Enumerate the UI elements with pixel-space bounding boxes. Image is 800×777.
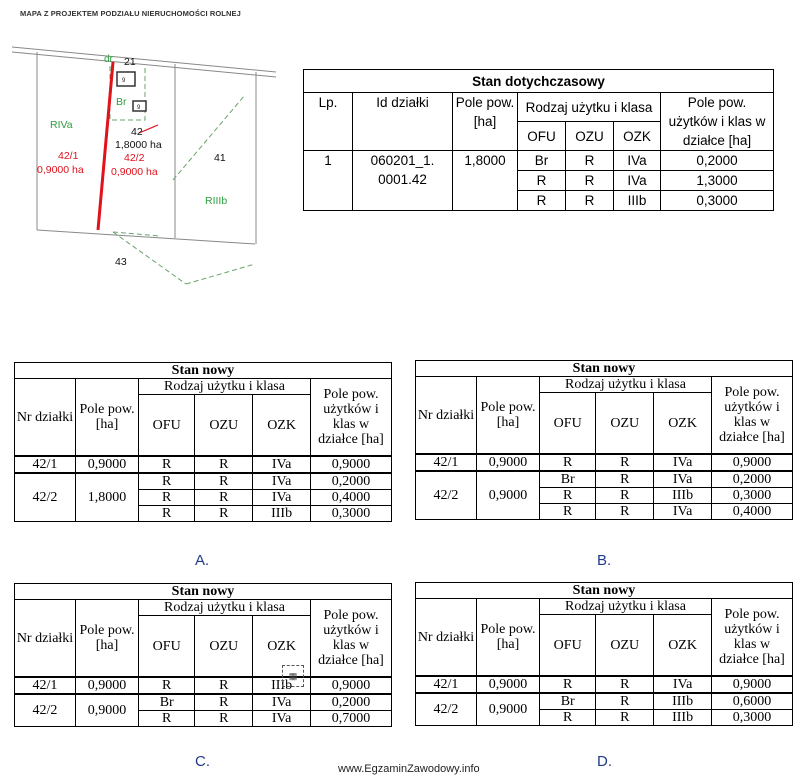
- existing-state-table: [303, 69, 774, 211]
- use-ozk: IVa: [614, 171, 661, 191]
- parcel-area: 0,9000: [477, 693, 540, 726]
- option-c-table: [14, 583, 392, 727]
- table-caption: Stan nowy: [416, 361, 793, 377]
- use-area: 0,9000: [311, 677, 392, 694]
- use-ozk: IVa: [253, 711, 311, 727]
- header-ofu: OFU: [540, 393, 596, 455]
- use-ozk: IVa: [253, 456, 311, 473]
- use-ozu: R: [596, 471, 654, 488]
- use-ofu: R: [540, 488, 596, 504]
- header-ozk: OZK: [614, 122, 661, 151]
- use-ozu: R: [195, 456, 253, 473]
- use-ozk: IVa: [654, 504, 712, 520]
- use-ozu: R: [195, 473, 253, 490]
- use-area: 0,3000: [712, 710, 793, 726]
- option-b-table: [415, 360, 793, 520]
- header-lp: Lp.: [304, 93, 353, 151]
- use-area: 0,9000: [712, 454, 793, 471]
- header-nr: Nr działki: [416, 599, 477, 677]
- parcel-nr: 42/2: [15, 473, 76, 522]
- header-ofu: OFU: [139, 395, 195, 457]
- parcel-nr: 42/1: [15, 677, 76, 694]
- use-area: 0,9000: [311, 456, 392, 473]
- table-row: [15, 694, 392, 711]
- use-ozk: IVa: [253, 490, 311, 506]
- use-ozk: IIIb: [253, 677, 311, 694]
- use-ofu: R: [139, 711, 195, 727]
- table-row: [416, 676, 793, 693]
- table-row: [416, 693, 793, 710]
- footer-watermark: www.EgzaminZawodowy.info: [338, 763, 480, 775]
- label-br: Br: [116, 96, 127, 108]
- use-ozu: R: [596, 693, 654, 710]
- table-row: [416, 471, 793, 488]
- label-parcel-41: 41: [214, 152, 226, 164]
- header-ozk: OZK: [253, 395, 311, 457]
- use-ofu: R: [540, 710, 596, 726]
- label-rillb: RIIIb: [205, 195, 228, 207]
- use-area: 0,3000: [661, 191, 774, 211]
- use-ozu: R: [195, 490, 253, 506]
- header-area: Pole pow. [ha]: [76, 600, 139, 678]
- label-parcel-42: 42: [131, 126, 143, 138]
- header-ozu: OZU: [195, 616, 253, 678]
- option-c-label[interactable]: C.: [195, 753, 210, 770]
- use-area: 0,4000: [311, 490, 392, 506]
- use-ozk: IIIb: [654, 488, 712, 504]
- use-ofu: R: [540, 504, 596, 520]
- table-row: [15, 473, 392, 490]
- header-area: Pole pow. [ha]: [453, 93, 518, 151]
- use-area: 0,3000: [712, 488, 793, 504]
- use-ofu: R: [139, 456, 195, 473]
- building-number: 9: [122, 78, 126, 84]
- use-ozu: R: [596, 710, 654, 726]
- use-ozk: IVa: [654, 454, 712, 471]
- header-area: Pole pow. [ha]: [477, 377, 540, 455]
- header-use-area: Pole pow. użytków i klas w działce [ha]: [661, 93, 774, 151]
- use-ozu: R: [195, 694, 253, 711]
- header-ozu: OZU: [596, 393, 654, 455]
- option-a-label[interactable]: A.: [195, 552, 210, 569]
- parcel-nr: 42/2: [416, 471, 477, 520]
- use-ozu: R: [596, 488, 654, 504]
- use-ozu: R: [596, 454, 654, 471]
- label-parcel-21: 21: [124, 56, 136, 68]
- header-id: Id działki: [353, 93, 453, 151]
- parcel-nr: 42/1: [416, 454, 477, 471]
- use-ozu: R: [596, 676, 654, 693]
- image-placeholder-icon: ▦: [282, 665, 304, 687]
- use-ozu: R: [566, 151, 614, 171]
- use-area: 0,6000: [712, 693, 793, 710]
- table-row: [15, 677, 392, 694]
- use-ofu: R: [518, 191, 566, 211]
- label-parcel-42-area: 1,8000 ha: [115, 139, 162, 151]
- header-ozu: OZU: [566, 122, 614, 151]
- building-icon: [117, 72, 135, 86]
- use-area: 0,2000: [712, 471, 793, 488]
- parcel-area: 0,9000: [76, 677, 139, 694]
- parcel-nr: 42/2: [15, 694, 76, 727]
- header-kind: Rodzaj użytku i klasa: [139, 379, 311, 395]
- header-ofu: OFU: [518, 122, 566, 151]
- parcel-map: [0, 0, 290, 290]
- use-area: 0,2000: [661, 151, 774, 171]
- parcel-area: 0,9000: [76, 456, 139, 473]
- header-ozu: OZU: [596, 615, 654, 677]
- label-dr: dr: [104, 54, 113, 65]
- header-ofu: OFU: [540, 615, 596, 677]
- option-b-label[interactable]: B.: [597, 552, 612, 569]
- use-ozu: R: [566, 171, 614, 191]
- map-title: MAPA Z PROJEKTEM PODZIAŁU NIERUCHOMOŚCI ROLNEJ: [20, 9, 241, 18]
- parcel-area: 0,9000: [76, 694, 139, 727]
- use-ofu: Br: [540, 471, 596, 488]
- use-ofu: R: [518, 171, 566, 191]
- use-ozu: R: [566, 191, 614, 211]
- parcel-area: 0,9000: [477, 676, 540, 693]
- header-ozk: OZK: [654, 615, 712, 677]
- road-edge-upper: [12, 47, 276, 72]
- row-lp: 1: [304, 151, 353, 211]
- use-ofu: R: [139, 473, 195, 490]
- parcel-nr: 42/1: [416, 676, 477, 693]
- use-ozk: IVa: [654, 676, 712, 693]
- table-caption: Stan nowy: [15, 363, 392, 379]
- use-ozu: R: [195, 677, 253, 694]
- header-kind: Rodzaj użytku i klasa: [540, 599, 712, 615]
- label-42-2-area: 0,9000 ha: [111, 166, 158, 178]
- use-ozu: R: [195, 506, 253, 522]
- header-kind: Rodzaj użytku i klasa: [139, 600, 311, 616]
- use-ozk: IVa: [614, 151, 661, 171]
- use-ofu: R: [540, 454, 596, 471]
- header-nr: Nr działki: [416, 377, 477, 455]
- use-area: 0,7000: [311, 711, 392, 727]
- header-use-area: Pole pow. użytków i klas w działce [ha]: [712, 377, 793, 455]
- header-ozk: OZK: [654, 393, 712, 455]
- parcel-area: 0,9000: [477, 454, 540, 471]
- header-use-area: Pole pow. użytków i klas w działce [ha]: [712, 599, 793, 677]
- use-area: 0,3000: [311, 506, 392, 522]
- label-parcel-43: 43: [115, 256, 127, 268]
- use-ofu: Br: [518, 151, 566, 171]
- use-ozk: IIIb: [253, 506, 311, 522]
- use-ofu: R: [139, 677, 195, 694]
- header-ofu: OFU: [139, 616, 195, 678]
- header-area: Pole pow. [ha]: [76, 379, 139, 457]
- option-d-label[interactable]: D.: [597, 753, 612, 770]
- use-ozk: IVa: [253, 473, 311, 490]
- use-ozu: R: [195, 711, 253, 727]
- use-ozk: IVa: [253, 694, 311, 711]
- label-42-1-area: 0,9000 ha: [37, 164, 84, 176]
- use-ozk: IVa: [654, 471, 712, 488]
- road-edge-lower: [12, 52, 276, 77]
- table-caption: Stan nowy: [416, 583, 793, 599]
- label-riva: RIVa: [50, 119, 73, 131]
- option-a-table: [14, 362, 392, 522]
- header-area: Pole pow. [ha]: [477, 599, 540, 677]
- use-area: 0,2000: [311, 694, 392, 711]
- use-ofu: R: [139, 490, 195, 506]
- label-42-2: 42/2: [124, 152, 145, 164]
- proposed-division-line: [98, 62, 113, 230]
- use-ozk: IIIb: [654, 693, 712, 710]
- table-row: [15, 456, 392, 473]
- parcel-area: 0,9000: [477, 471, 540, 520]
- parcel-boundary-south: [37, 230, 255, 244]
- existing-caption: Stan dotychczasowy: [304, 70, 774, 93]
- option-d-table: [415, 582, 793, 726]
- parcel-nr: 42/1: [15, 456, 76, 473]
- header-nr: Nr działki: [15, 600, 76, 678]
- row-area: 1,8000: [453, 151, 518, 211]
- use-ofu: Br: [139, 694, 195, 711]
- use-area: 0,4000: [712, 504, 793, 520]
- table-row: [416, 454, 793, 471]
- header-use-area: Pole pow. użytków i klas w działce [ha]: [311, 379, 392, 457]
- parcel-nr: 42/2: [416, 693, 477, 726]
- use-ofu: R: [540, 676, 596, 693]
- use-ofu: R: [139, 506, 195, 522]
- use-area: 1,3000: [661, 171, 774, 191]
- use-area: 0,2000: [311, 473, 392, 490]
- parcel-area: 1,8000: [76, 473, 139, 522]
- header-nr: Nr działki: [15, 379, 76, 457]
- header-use-area: Pole pow. użytków i klas w działce [ha]: [311, 600, 392, 678]
- header-ozu: OZU: [195, 395, 253, 457]
- table-caption: Stan nowy: [15, 584, 392, 600]
- use-ofu: Br: [540, 693, 596, 710]
- use-area: 0,9000: [712, 676, 793, 693]
- row-id: 060201_1. 0001.42: [353, 151, 453, 211]
- use-ozk: IIIb: [614, 191, 661, 211]
- header-kind: Rodzaj użytku i klasa: [518, 93, 661, 122]
- header-ozk: OZK: [253, 616, 311, 678]
- use-ozk: IIIb: [654, 710, 712, 726]
- label-42-1: 42/1: [58, 150, 79, 162]
- header-kind: Rodzaj użytku i klasa: [540, 377, 712, 393]
- building-number: 9: [137, 105, 141, 111]
- use-ozu: R: [596, 504, 654, 520]
